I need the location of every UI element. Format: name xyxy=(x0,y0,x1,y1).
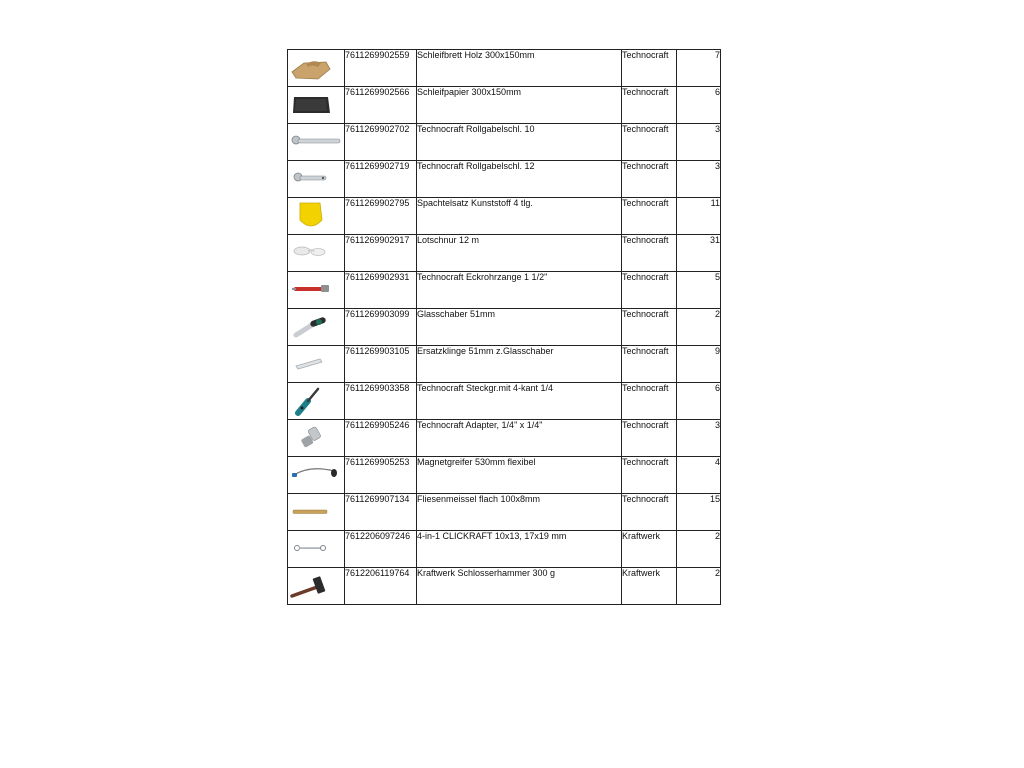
table-row xyxy=(288,50,721,87)
quantity-cell: 2 xyxy=(677,309,721,346)
brand-cell: Kraftwerk xyxy=(622,568,677,605)
ean-cell: 7611269902702 xyxy=(345,124,417,161)
quantity-cell: 31 xyxy=(677,235,721,272)
description-cell: Technocraft Steckgr.mit 4-kant 1/4 xyxy=(417,383,622,420)
quantity-cell: 11 xyxy=(677,198,721,235)
table-row xyxy=(288,531,721,568)
ean-cell: 7611269902917 xyxy=(345,235,417,272)
table-row xyxy=(288,161,721,198)
table-row xyxy=(288,309,721,346)
product-image-cell xyxy=(288,235,345,272)
ean-cell: 7612206119764 xyxy=(345,568,417,605)
product-image-cell xyxy=(288,457,345,494)
description-cell: Technocraft Eckrohrzange 1 1/2" xyxy=(417,272,622,309)
description-cell: 4-in-1 CLICKRAFT 10x13, 17x19 mm xyxy=(417,531,622,568)
quantity-cell: 7 xyxy=(677,50,721,87)
table-row xyxy=(288,420,721,457)
table-row xyxy=(288,87,721,124)
brand-cell: Technocraft xyxy=(622,420,677,457)
description-cell: Lotschnur 12 m xyxy=(417,235,622,272)
description-cell: Spachtelsatz Kunststoff 4 tlg. xyxy=(417,198,622,235)
description-cell: Technocraft Adapter, 1/4" x 1/4" xyxy=(417,420,622,457)
brand-cell: Technocraft xyxy=(622,494,677,531)
quantity-cell: 4 xyxy=(677,457,721,494)
table-row xyxy=(288,494,721,531)
screwdriver-handle-icon xyxy=(288,383,344,419)
brand-cell: Technocraft xyxy=(622,50,677,87)
ean-cell: 7611269903358 xyxy=(345,383,417,420)
quantity-cell: 3 xyxy=(677,161,721,198)
inventory-table xyxy=(287,49,721,605)
table-row xyxy=(288,457,721,494)
table-row xyxy=(288,383,721,420)
quantity-cell: 6 xyxy=(677,383,721,420)
product-image-cell xyxy=(288,420,345,457)
adjustable-wrench-icon xyxy=(288,161,344,197)
quantity-cell: 3 xyxy=(677,124,721,161)
brand-cell: Kraftwerk xyxy=(622,531,677,568)
description-cell: Schleifbrett Holz 300x150mm xyxy=(417,50,622,87)
replacement-blade-icon xyxy=(288,346,344,382)
ean-cell: 7611269902719 xyxy=(345,161,417,198)
brand-cell: Technocraft xyxy=(622,383,677,420)
description-cell: Kraftwerk Schlosserhammer 300 g xyxy=(417,568,622,605)
ean-cell: 7611269905246 xyxy=(345,420,417,457)
brand-cell: Technocraft xyxy=(622,457,677,494)
socket-adapter-icon xyxy=(288,420,344,456)
description-cell: Technocraft Rollgabelschl. 10 xyxy=(417,124,622,161)
ean-cell: 7611269902795 xyxy=(345,198,417,235)
brand-cell: Technocraft xyxy=(622,309,677,346)
brand-cell: Technocraft xyxy=(622,272,677,309)
brand-cell: Technocraft xyxy=(622,235,677,272)
quantity-cell: 5 xyxy=(677,272,721,309)
product-image-cell xyxy=(288,383,345,420)
plumb-line-icon xyxy=(288,235,344,271)
ean-cell: 7611269903099 xyxy=(345,309,417,346)
quantity-cell: 3 xyxy=(677,420,721,457)
quantity-cell: 2 xyxy=(677,531,721,568)
ean-cell: 7611269902931 xyxy=(345,272,417,309)
brand-cell: Technocraft xyxy=(622,161,677,198)
brand-cell: Technocraft xyxy=(622,346,677,383)
ean-cell: 7611269902566 xyxy=(345,87,417,124)
pipe-wrench-icon xyxy=(288,272,344,308)
ean-cell: 7611269905253 xyxy=(345,457,417,494)
product-image-cell xyxy=(288,272,345,309)
quantity-cell: 15 xyxy=(677,494,721,531)
table-row xyxy=(288,272,721,309)
product-image-cell xyxy=(288,346,345,383)
quantity-cell: 2 xyxy=(677,568,721,605)
brand-cell: Technocraft xyxy=(622,87,677,124)
ratchet-spanner-icon xyxy=(288,531,344,567)
table-row xyxy=(288,235,721,272)
product-image-cell xyxy=(288,494,345,531)
magnetic-pickup-icon xyxy=(288,457,344,493)
product-image-cell xyxy=(288,50,345,87)
product-image-cell xyxy=(288,87,345,124)
ean-cell: 7612206097246 xyxy=(345,531,417,568)
spatula-set-icon xyxy=(288,198,344,234)
product-image-cell xyxy=(288,531,345,568)
brand-cell: Technocraft xyxy=(622,124,677,161)
adjustable-wrench-icon xyxy=(288,124,344,160)
table-row xyxy=(288,568,721,605)
description-cell: Fliesenmeissel flach 100x8mm xyxy=(417,494,622,531)
ean-cell: 7611269902559 xyxy=(345,50,417,87)
description-cell: Ersatzklinge 51mm z.Glasschaber xyxy=(417,346,622,383)
product-image-cell xyxy=(288,309,345,346)
quantity-cell: 6 xyxy=(677,87,721,124)
hammer-icon xyxy=(288,568,344,604)
sandpaper-icon xyxy=(288,87,344,123)
glass-scraper-icon xyxy=(288,309,344,345)
product-image-cell xyxy=(288,161,345,198)
tile-chisel-icon xyxy=(288,494,344,530)
quantity-cell: 9 xyxy=(677,346,721,383)
product-image-cell xyxy=(288,124,345,161)
ean-cell: 7611269903105 xyxy=(345,346,417,383)
ean-cell: 7611269907134 xyxy=(345,494,417,531)
product-image-cell xyxy=(288,568,345,605)
table-row xyxy=(288,346,721,383)
sanding-board-icon xyxy=(288,50,344,86)
description-cell: Glasschaber 51mm xyxy=(417,309,622,346)
table-row xyxy=(288,124,721,161)
description-cell: Magnetgreifer 530mm flexibel xyxy=(417,457,622,494)
table-row xyxy=(288,198,721,235)
brand-cell: Technocraft xyxy=(622,198,677,235)
product-image-cell xyxy=(288,198,345,235)
description-cell: Schleifpapier 300x150mm xyxy=(417,87,622,124)
description-cell: Technocraft Rollgabelschl. 12 xyxy=(417,161,622,198)
